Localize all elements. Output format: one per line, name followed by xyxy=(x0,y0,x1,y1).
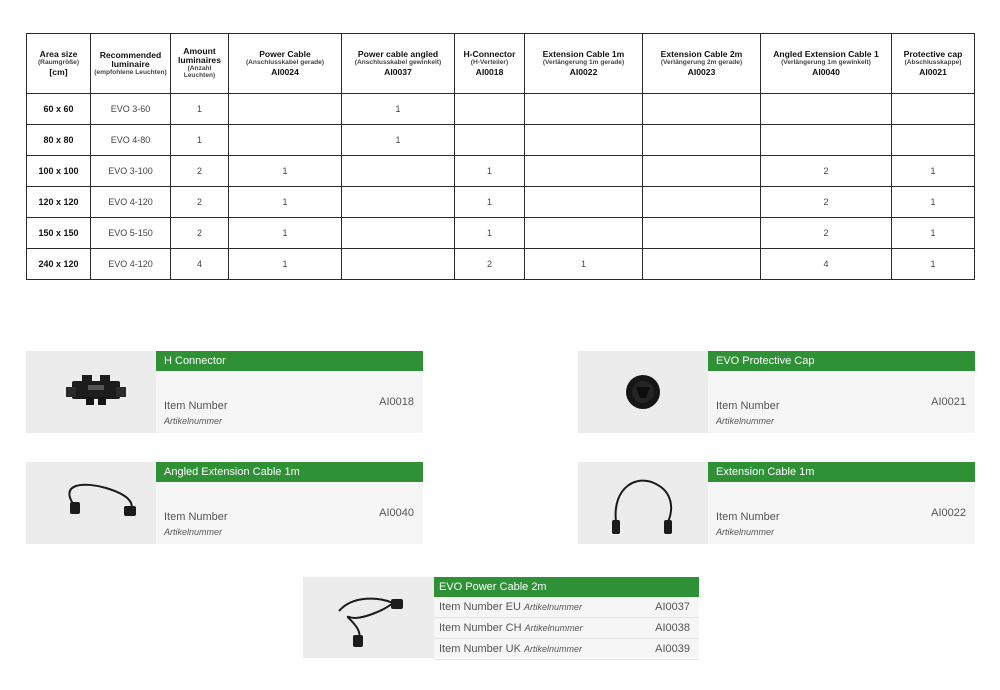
table-row xyxy=(27,125,975,156)
item-number-row xyxy=(716,507,966,537)
table-cell: 2 xyxy=(171,156,229,187)
item-number-label-de: Artikelnummer xyxy=(524,623,583,633)
item-number-row xyxy=(164,507,414,537)
card-title: Extension Cable 1m xyxy=(708,462,975,482)
column-header-title: Protective cap xyxy=(903,49,963,60)
protective-cap-image xyxy=(578,351,708,433)
table-header-row xyxy=(27,34,975,94)
column-header-title: H-Connector xyxy=(463,49,516,60)
item-number-row xyxy=(434,639,699,660)
table-cell: 150 x 150 xyxy=(27,218,91,249)
table-cell: 100 x 100 xyxy=(27,156,91,187)
table-cell: 120 x 120 xyxy=(27,187,91,218)
h-connector-image xyxy=(26,351,156,433)
column-header-subtitle: (empfohlene Leuchten) xyxy=(94,68,167,76)
card-title: H Connector xyxy=(156,351,423,371)
table-row xyxy=(27,218,975,249)
table-cell xyxy=(525,156,643,187)
table-cell: 1 xyxy=(455,218,525,249)
table-cell xyxy=(643,249,761,280)
table-cell xyxy=(229,94,342,125)
table-cell: 1 xyxy=(525,249,643,280)
h-connector-icon xyxy=(26,351,156,433)
table-cell: 1 xyxy=(229,187,342,218)
table-cell: 2 xyxy=(171,218,229,249)
column-header xyxy=(525,34,643,94)
card-title: Angled Extension Cable 1m xyxy=(156,462,423,482)
angled-extension-info xyxy=(156,462,423,544)
table-cell xyxy=(525,218,643,249)
item-number-label-de: Artikelnummer xyxy=(164,527,223,537)
item-number-label-de: Artikelnummer xyxy=(523,602,582,612)
item-number-label-de: Artikelnummer xyxy=(523,644,582,654)
table-cell: 1 xyxy=(892,249,975,280)
column-header-subtitle: (Raumgröße) xyxy=(37,59,80,67)
table-row xyxy=(27,156,975,187)
table-cell: 2 xyxy=(761,187,892,218)
item-number-label-de: Artikelnummer xyxy=(716,527,775,537)
table-cell: 1 xyxy=(171,94,229,125)
table-cell: 80 x 80 xyxy=(27,125,91,156)
item-number-label-de: Artikelnummer xyxy=(164,416,223,426)
table-cell xyxy=(761,94,892,125)
column-header xyxy=(27,34,91,94)
angled-cable-icon xyxy=(26,462,156,544)
table-cell: 2 xyxy=(761,218,892,249)
column-header-subtitle: (Verlängerung 2m gerade) xyxy=(660,59,743,67)
item-number-label: Item Number xyxy=(164,511,228,523)
table-cell xyxy=(342,187,455,218)
extension-1m-card xyxy=(578,462,975,544)
column-header-code: AI0024 xyxy=(271,66,299,77)
accessory-table xyxy=(26,33,975,280)
item-number-value: AI0018 xyxy=(379,396,414,408)
table-cell xyxy=(525,94,643,125)
protective-cap-card xyxy=(578,351,975,433)
table-cell: 1 xyxy=(892,218,975,249)
card-title: EVO Power Cable 2m xyxy=(434,577,699,597)
card-title: EVO Protective Cap xyxy=(708,351,975,371)
item-number-row xyxy=(716,396,966,426)
table-cell: 1 xyxy=(455,156,525,187)
table-cell: 1 xyxy=(342,125,455,156)
table-cell: 1 xyxy=(229,249,342,280)
table-cell xyxy=(892,125,975,156)
power-cable-image xyxy=(303,577,434,658)
item-number-value: AI0037 xyxy=(655,601,690,613)
table-cell: 1 xyxy=(892,187,975,218)
table-cell xyxy=(342,218,455,249)
table-cell xyxy=(643,125,761,156)
table-cell xyxy=(643,218,761,249)
item-number-label: Item Number xyxy=(164,400,228,412)
column-header-code: AI0023 xyxy=(687,66,716,77)
item-number-label: Item Number CH xyxy=(439,622,522,634)
table-row xyxy=(27,249,975,280)
column-header-subtitle: (Verlängerung 1m gerade) xyxy=(542,59,625,67)
table-cell: EVO 4-120 xyxy=(91,187,171,218)
table-cell xyxy=(892,94,975,125)
table-cell: EVO 3-100 xyxy=(91,156,171,187)
h-connector-info xyxy=(156,351,423,433)
column-header-title: Power Cable xyxy=(259,49,311,60)
extension-cable-icon xyxy=(578,462,708,544)
column-header-title: Recommended luminaire xyxy=(99,49,162,69)
protective-cap-info xyxy=(708,351,975,433)
column-header-title: Extension Cable 1m xyxy=(542,49,625,60)
power-cable-info xyxy=(434,577,699,658)
table-cell: EVO 4-120 xyxy=(91,249,171,280)
table-cell: EVO 4-80 xyxy=(91,125,171,156)
table-cell: 1 xyxy=(892,156,975,187)
column-header-code: AI0022 xyxy=(569,66,598,77)
item-number-row xyxy=(434,597,699,618)
table-cell xyxy=(643,156,761,187)
column-header-title: Power cable angled xyxy=(357,49,439,60)
column-header-code: AI0021 xyxy=(919,66,947,77)
table-cell: 1 xyxy=(171,125,229,156)
table-cell xyxy=(525,187,643,218)
table-cell: 1 xyxy=(342,94,455,125)
extension-1m-info xyxy=(708,462,975,544)
table-cell xyxy=(455,94,525,125)
table-cell: 240 x 120 xyxy=(27,249,91,280)
column-header-subtitle: (H-Verteiler) xyxy=(470,59,509,67)
item-number-label-de: Artikelnummer xyxy=(716,416,775,426)
item-number-value: AI0021 xyxy=(931,396,966,408)
table-cell xyxy=(525,125,643,156)
column-header xyxy=(643,34,761,94)
item-number-row xyxy=(434,618,699,639)
table-cell: 60 x 60 xyxy=(27,94,91,125)
angled-extension-card xyxy=(26,462,423,544)
column-header-subtitle: (Anschlusskabel gewinkelt) xyxy=(354,59,442,67)
column-header xyxy=(91,34,171,94)
column-header-title: Area size xyxy=(39,49,78,60)
table-cell xyxy=(455,125,525,156)
table-cell: EVO 5-150 xyxy=(91,218,171,249)
table-cell: 4 xyxy=(761,249,892,280)
column-header-code: AI0040 xyxy=(812,66,840,77)
extension-1m-image xyxy=(578,462,708,544)
column-header-subtitle: (Anzahl Leuchten) xyxy=(183,65,216,80)
column-header-code: [cm] xyxy=(49,66,68,77)
item-number-label: Item Number UK xyxy=(439,643,521,655)
h-connector-card xyxy=(26,351,423,433)
table-cell: 2 xyxy=(171,187,229,218)
power-cable-icon xyxy=(303,577,434,658)
angled-extension-image xyxy=(26,462,156,544)
column-header xyxy=(892,34,975,94)
column-header xyxy=(342,34,455,94)
column-header-subtitle: (Abschlusskappe) xyxy=(904,59,962,67)
table-cell: 1 xyxy=(229,218,342,249)
item-number-value: AI0039 xyxy=(655,643,690,655)
column-header-subtitle: (Anschlusskabel gerade) xyxy=(245,59,325,67)
item-number-value: AI0040 xyxy=(379,507,414,519)
item-number-label: Item Number xyxy=(716,400,780,412)
table-cell: 2 xyxy=(455,249,525,280)
item-number-label: Item Number xyxy=(716,511,780,523)
table-row xyxy=(27,187,975,218)
table-cell xyxy=(229,125,342,156)
column-header xyxy=(229,34,342,94)
column-header xyxy=(761,34,892,94)
table-cell xyxy=(761,125,892,156)
item-number-row xyxy=(164,396,414,426)
table-cell: 1 xyxy=(229,156,342,187)
table-cell: EVO 3-60 xyxy=(91,94,171,125)
table-cell xyxy=(643,187,761,218)
column-header-code: AI0037 xyxy=(384,66,412,77)
column-header xyxy=(171,34,229,94)
table-cell: 1 xyxy=(455,187,525,218)
item-number-value: AI0022 xyxy=(931,507,966,519)
column-header-title: Amount luminaires xyxy=(178,46,221,66)
column-header-code: AI0018 xyxy=(475,66,504,77)
column-header-title: Angled Extension Cable 1 xyxy=(773,49,879,60)
table-cell xyxy=(342,249,455,280)
table-cell: 4 xyxy=(171,249,229,280)
table-cell: 2 xyxy=(761,156,892,187)
protective-cap-icon xyxy=(578,351,708,433)
column-header xyxy=(455,34,525,94)
table-row xyxy=(27,94,975,125)
table-cell xyxy=(342,156,455,187)
power-cable-card xyxy=(303,577,699,658)
item-number-value: AI0038 xyxy=(655,622,690,634)
column-header-title: Extension Cable 2m xyxy=(660,49,743,60)
column-header-subtitle: (Verlängerung 1m gewinkelt) xyxy=(781,59,871,67)
table-cell xyxy=(643,94,761,125)
item-number-label: Item Number EU xyxy=(439,601,521,613)
